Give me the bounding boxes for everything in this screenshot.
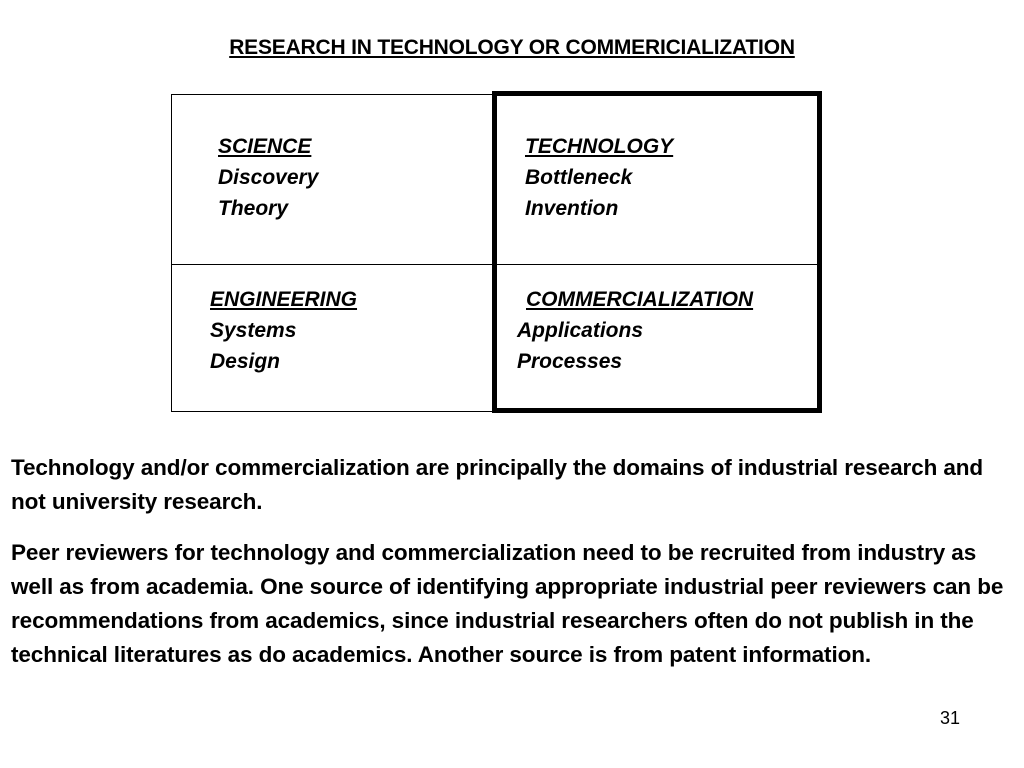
quadrant-technology-heading: TECHNOLOGY (525, 135, 674, 158)
quadrant-technology (525, 131, 673, 224)
quadrant-engineering-heading: ENGINEERING (210, 288, 358, 311)
quadrant-science-line: Theory (218, 197, 289, 220)
quadrant-science-line: Discovery (218, 166, 319, 189)
quadrant-engineering (210, 284, 357, 377)
paragraph-peer-reviewers: Peer reviewers for technology and commercialization need to be recruited from industry as well as from academia. One source of identifying appropriate industrial peer reviewers can be recommendations from academics, since industrial researchers often do not publish in the technical literatures as do academics. Another source is from patent information. (11, 540, 1004, 667)
quadrant-commercialization-line: Processes (517, 350, 623, 373)
slide-title: RESEARCH IN TECHNOLOGY OR COMMERICIALIZATION (229, 36, 795, 59)
quadrant-grid-divider-right (495, 264, 818, 265)
quadrant-commercialization (517, 284, 753, 377)
quadrant-technology-line: Invention (525, 197, 619, 220)
quadrant-engineering-line: Systems (210, 319, 297, 342)
quadrant-commercialization-heading: COMMERCIALIZATION (526, 288, 754, 311)
quadrant-technology-line: Bottleneck (525, 166, 633, 189)
quadrant-engineering-line: Design (210, 350, 281, 373)
paragraph-domains: Technology and/or commercialization are principally the domains of industrial research and not university research. (11, 455, 984, 514)
quadrant-science-heading: SCIENCE (218, 135, 312, 158)
quadrant-commercialization-line: Applications (517, 319, 644, 342)
quadrant-grid-divider-left (171, 264, 494, 265)
page-number: 31 (939, 708, 960, 728)
quadrant-science (218, 131, 318, 224)
